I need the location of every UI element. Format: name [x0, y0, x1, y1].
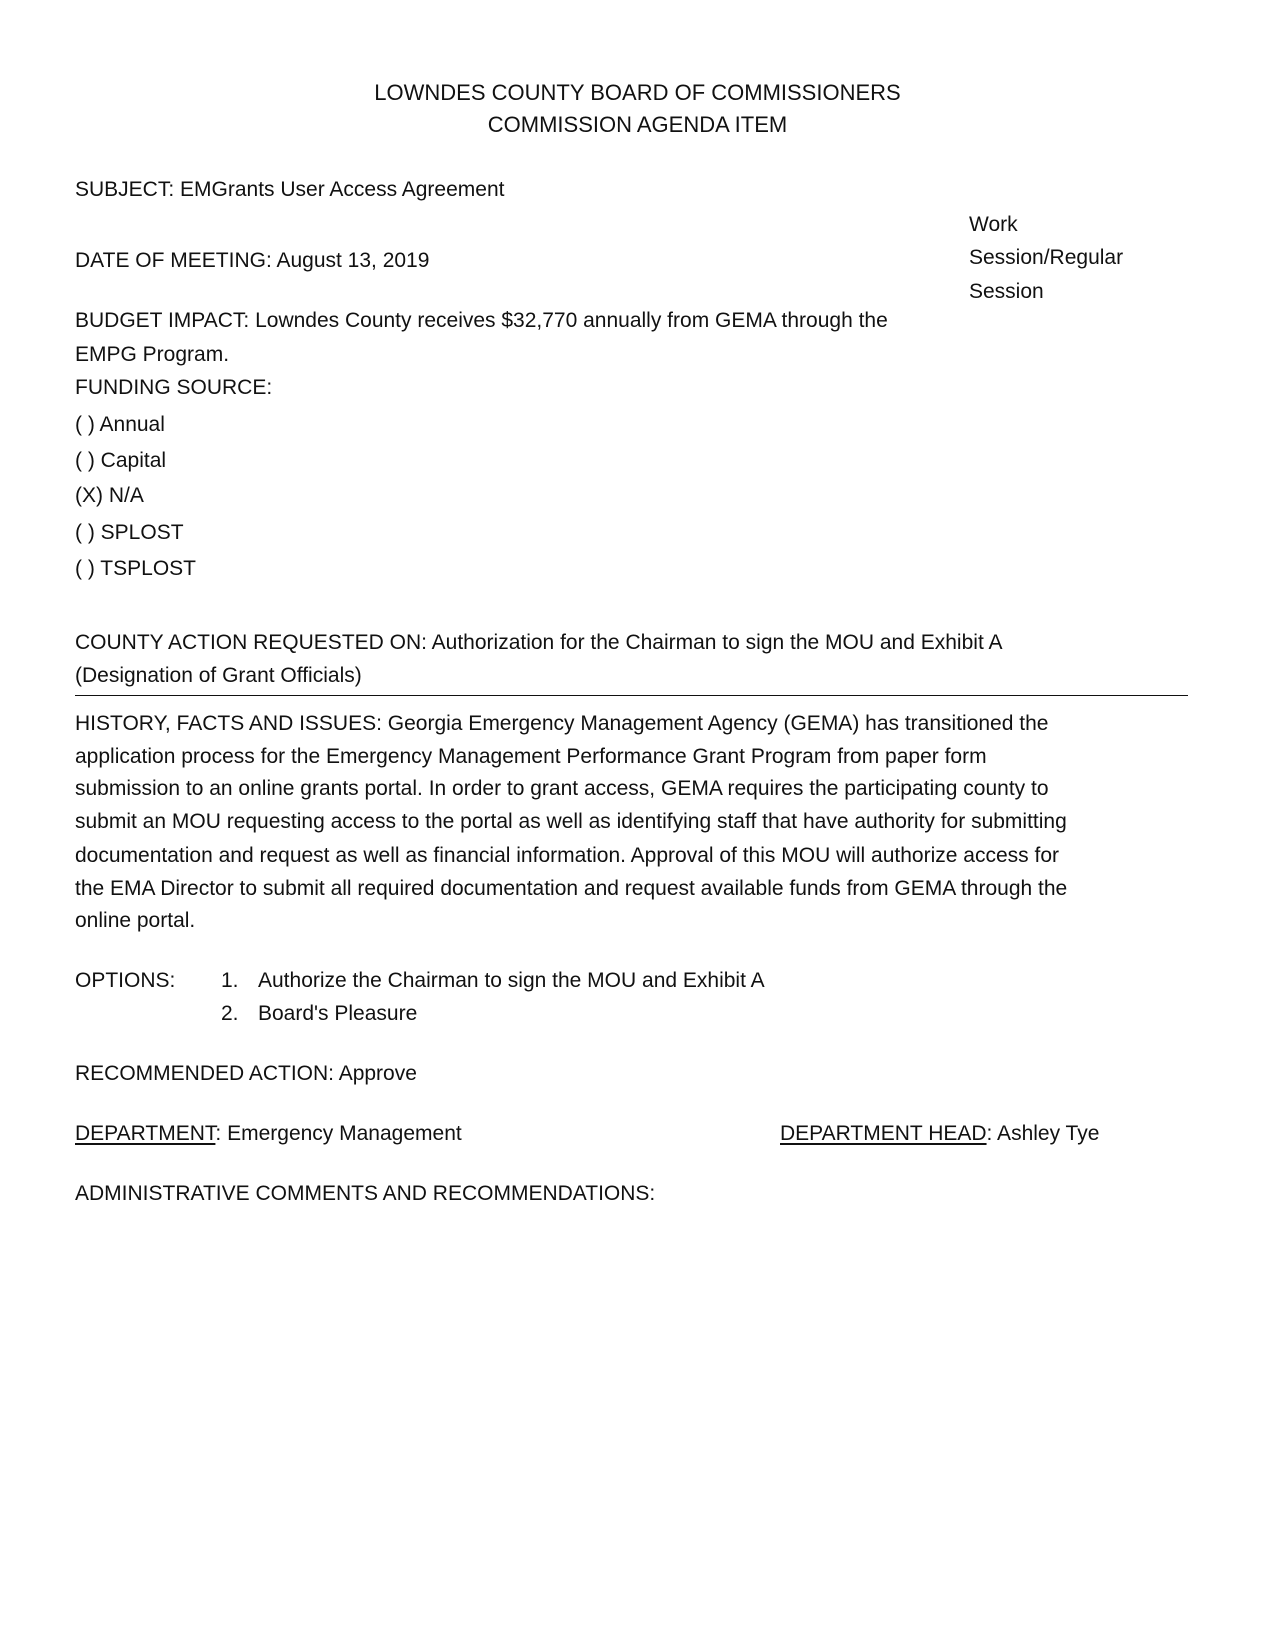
session-type-line-3: Session — [969, 280, 1044, 303]
county-action-line-2: (Designation of Grant Officials) — [75, 664, 362, 687]
funding-option-tsplost — [75, 556, 196, 582]
funding-option-label: Capital — [100, 449, 167, 472]
option-number: 1. — [221, 969, 239, 992]
header-line-1: LOWNDES COUNTY BOARD OF COMMISSIONERS — [374, 80, 901, 105]
option-text: Authorize the Chairman to sign the MOU and Exhibit A — [258, 969, 765, 992]
budget-impact-line-2: EMPG Program. — [75, 343, 230, 366]
funding-option-capital — [75, 448, 166, 474]
subject-line: SUBJECT: EMGrants User Access Agreement — [75, 178, 505, 201]
options-label: OPTIONS: — [75, 969, 176, 992]
section-divider — [75, 695, 1188, 696]
history-line: submit an MOU requesting access to the portal as well as identifying staff that have authority for submitting — [75, 810, 1067, 833]
department-label: DEPARTMENT — [75, 1122, 216, 1145]
option-text: Board's Pleasure — [258, 1002, 418, 1025]
recommended-action: RECOMMENDED ACTION: Approve — [75, 1062, 417, 1085]
department-head-label: DEPARTMENT HEAD — [780, 1122, 987, 1145]
funding-source-label: FUNDING SOURCE: — [75, 376, 273, 399]
funding-option-label: Annual — [99, 413, 165, 436]
funding-option-splost — [75, 520, 184, 546]
admin-comments-label: ADMINISTRATIVE COMMENTS AND RECOMMENDATIONS: — [75, 1182, 656, 1205]
session-type-line-1: Work — [969, 213, 1018, 236]
header-line-2: COMMISSION AGENDA ITEM — [487, 112, 788, 137]
history-line: application process for the Emergency Management Performance Grant Program from paper form — [75, 745, 987, 768]
budget-impact-line-1: BUDGET IMPACT: Lowndes County receives $32,770 annually from GEMA through the — [75, 309, 888, 332]
checkbox-mark: (X) — [75, 484, 103, 507]
checkbox-mark: ( ) — [75, 521, 95, 544]
funding-option-label: N/A — [108, 484, 144, 507]
department-value: : Emergency Management — [215, 1122, 462, 1145]
date-of-meeting: DATE OF MEETING: August 13, 2019 — [75, 249, 430, 272]
option-number: 2. — [221, 1002, 239, 1025]
department-head — [780, 1121, 1099, 1147]
funding-option-label: SPLOST — [100, 521, 184, 544]
funding-option-label: TSPLOST — [100, 557, 196, 580]
checkbox-mark: ( ) — [75, 449, 95, 472]
department — [75, 1121, 462, 1147]
history-line: documentation and request as well as financial information. Approval of this MOU will authorize access for — [75, 844, 1059, 867]
funding-option-na — [75, 483, 144, 509]
department-head-value: : Ashley Tye — [986, 1122, 1100, 1145]
history-line: submission to an online grants portal. In order to grant access, GEMA requires the participating county to — [75, 777, 1049, 800]
checkbox-mark: ( ) — [75, 557, 95, 580]
history-line: the EMA Director to submit all required documentation and request available funds from GEMA through the — [75, 877, 1068, 900]
history-line: online portal. — [75, 909, 196, 932]
checkbox-mark: ( ) — [75, 413, 95, 436]
session-type-line-2: Session/Regular — [969, 246, 1124, 269]
county-action-line-1: COUNTY ACTION REQUESTED ON: Authorization for the Chairman to sign the MOU and Exhibit A — [75, 631, 1003, 654]
history-line: HISTORY, FACTS AND ISSUES: Georgia Emergency Management Agency (GEMA) has transitioned the — [75, 712, 1049, 735]
funding-option-annual — [75, 412, 165, 438]
